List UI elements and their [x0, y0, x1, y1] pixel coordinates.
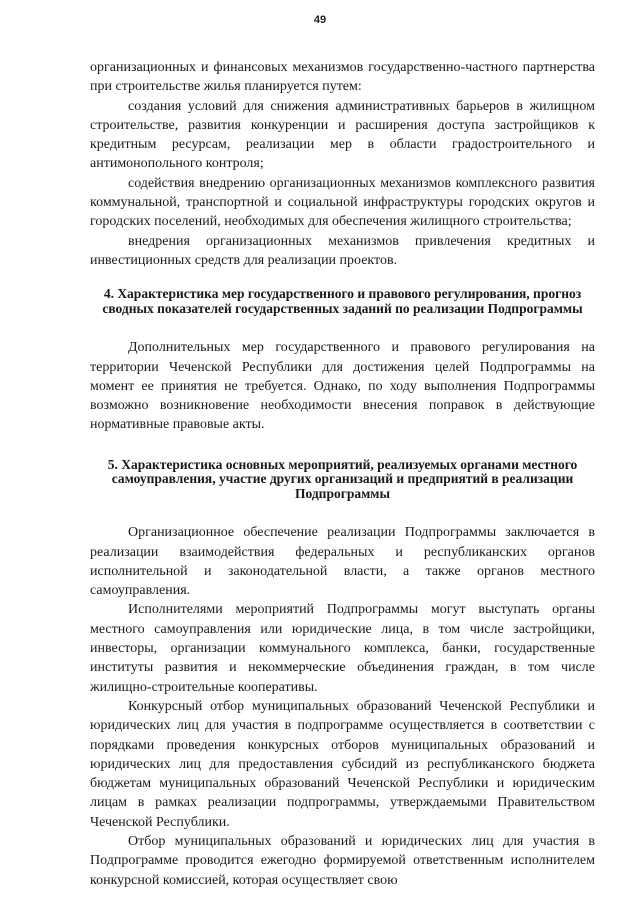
- list-item: создания условий для снижения административных барьеров в жилищном строительстве, развития конкуренции и расширения доступа застройщиков к кредитным ресурсам, реализации мер в области градостроительного и антимонопольного контроля;: [90, 98, 595, 172]
- section-5-paragraph: Отбор муниципальных образований и юридических лиц для участия в Подпрограмме проводится ежегодно формируемой ответственным исполнителем конкурсной комиссией, которая осуществляет свою: [90, 834, 595, 888]
- section-5-paragraph: Исполнителями мероприятий Подпрограммы могут выступать органы местного самоуправления или юридические лица, в том числе застройщики, инвесторы, организации коммунального комплекса, банки, государственные институты развития и некоммерческие объединения граждан, в том числе жилищно-строительные кооперативы.: [90, 602, 595, 695]
- list-item: содействия внедрению организационных механизмов комплексного развития коммунальной, транспортной и социальной инфраструктуры городских округов и городских поселений, необходимых для обеспечения жилищного строительства;: [90, 175, 595, 230]
- section-4-heading: 4. Характеристика мер государственного и правового регулирования, прогноз сводных показателей государственных заданий по реализации Подпрограммы: [102, 286, 583, 316]
- section-5-heading: 5. Характеристика основных мероприятий, реализуемых органами местного самоуправления, участие других организаций и предприятий в реализации Подпрограммы: [107, 456, 578, 501]
- page-number: 49: [313, 14, 327, 26]
- section-5-paragraph: Конкурсный отбор муниципальных образований Чеченской Республики и юридических лиц для участия в подпрограмме осуществляется в соответствии с порядками проведения конкурсных отборов муниципальных образований и юридических лиц для предоставления субсидий из республиканского бюджета бюджетам муниципальных образований Чеченской Республики и юридическим лицам в рамках реализации подпрограммы, утверждаемыми Правительством Чеченской Республики.: [90, 698, 595, 830]
- paragraph-continuation: организационных и финансовых механизмов государственно-частного партнерства при строительстве жилья планируется путем:: [90, 60, 595, 95]
- document-body: [90, 58, 595, 890]
- section-5-paragraph: Организационное обеспечение реализации Подпрограммы заключается в реализации взаимодействия федеральных и республиканских органов исполнительной и законодательной власти, а также органов местного самоуправления.: [90, 525, 595, 599]
- section-4-paragraph: Дополнительных мер государственного и правового регулирования на территории Чеченской Республики для достижения целей Подпрограммы на момент ее принятия не требуется. Однако, по ходу выполнения Подпрограммы возможно возникновение необходимости внесения поправок в действующие нормативные правовые акты.: [90, 340, 595, 433]
- list-item: внедрения организационных механизмов привлечения кредитных и инвестиционных средств для реализации проектов.: [90, 233, 595, 268]
